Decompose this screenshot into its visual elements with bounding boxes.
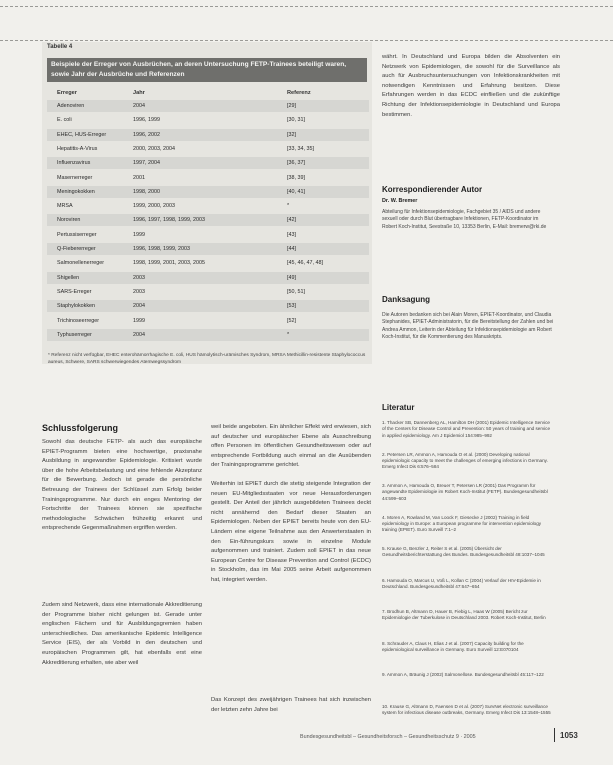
cell-ref: [29] — [287, 103, 296, 109]
cell-ref: [38, 39] — [287, 174, 305, 181]
table-footnote: * Referenz nicht verfügbar, EHEC enterohämorrhagische E. coli, HUS hämolytisch-urämisches Syndrom, MRSA Methicillin-resistente Staphylococcus aureus, Schwere, SARS schwerwiegendes Atemwegssyndrom — [48, 353, 366, 365]
acknowledgement-text: Die Autoren bedanken sich bei Alain Moren, EPIET-Koordinator, und Claudia Stephanides, EPIET-Administratorin, für die Bereitstellung der Zahlen und bei Andrea Ammon, Leiterin der Abteilung für Infektionsepidemiologie am Robert Koch-Institut, für die Kommentierung des Manuskripts. — [382, 312, 554, 341]
cell-year: 1998, 1999, 2001, 2003, 2005 — [133, 260, 205, 267]
cell-year: 1996, 1997, 1998, 1999, 2003 — [133, 217, 205, 224]
cell-pathogen: MRSA — [57, 203, 73, 210]
col-header-ref: Referenz — [287, 90, 311, 96]
corresponding-author-title: Korrespondierender Autor — [382, 185, 483, 194]
reference-item: 6. Hamouda O, Marcus U, Voß L, Kollan C (2004) Verlauf der HIV-Epidemie in Deutschland. Bundesgesundheitsbl 47:647–654 — [382, 577, 541, 589]
cell-ref: [36, 37] — [287, 160, 305, 167]
dashed-line-upper — [0, 40, 613, 41]
table-row — [47, 114, 369, 126]
cell-ref: * — [287, 203, 290, 210]
cell-ref: [32] — [287, 131, 296, 138]
table-row — [47, 143, 369, 155]
cell-year: 2003 — [133, 274, 145, 281]
cell-year: 1999 — [133, 317, 145, 324]
cell-pathogen: Noroviren — [57, 217, 81, 224]
literature-title: Literatur — [382, 403, 415, 412]
cell-pathogen: EHEC, HUS-Erreger — [57, 131, 107, 138]
cell-year: 1996, 1998, 1999, 2003 — [133, 246, 190, 252]
table-row — [47, 129, 369, 141]
right-paragraph-1: währt. In Deutschland und Europa bilden die Absolventen ein Netzwerk von Epidemiologen, die sowohl für die Surveillance als auch für Ausbruchsuntersuchungen von Infektionskrankheiten mit notwendigen Kenntnissen und Erfahrung besitzen. Diese Erfahrungen werden in das ECDC einfließen und die zukünftige Richtung der Infektionsepidemiologie in Deutschland und Europa bestimmen. — [382, 54, 560, 118]
cell-pathogen: Influenzavirus — [57, 160, 91, 167]
cell-pathogen: Shigellen — [57, 274, 80, 281]
reference-item: 5. Krause G, Benzler J, Reiter S et al. (2005) Übersicht der Gesundheitsberichterstattung des Bundes. Bundesgesundheitsbl 48:1037–1045 — [382, 546, 545, 558]
cell-pathogen: Trichinoseerreger — [57, 317, 100, 324]
reference-item: 4. Moren A, Rowland M, Van Loock F, Giesecke J (2002) Training in field epidemiology in Europe: a European programme for intervention epidemiology training (EPIET). Euro Surveill 7:1–2 — [382, 514, 542, 533]
col-header-pathogen: Erreger — [57, 90, 77, 96]
cell-year: 1999, 2000, 2003 — [133, 203, 175, 210]
table-row — [47, 329, 369, 341]
cell-pathogen: Typhuserreger — [57, 331, 92, 338]
cell-ref: [50, 51] — [287, 288, 305, 295]
table-heading: Beispiele der Erreger von Ausbrüchen, an deren Untersuchung FETP-Trainees beteiligt waren, sowie Jahr der Ausbrüche und Referenzen — [47, 58, 367, 82]
reference-item: 8. Schrauder A, Claus H, Elias J et al. (2007) Capacity building for the epidemiological surveillance in Germany. Euro Surveill 12:E070104 — [382, 640, 524, 652]
table-label: Tabelle 4 — [47, 44, 73, 50]
cell-ref: [44] — [287, 246, 296, 252]
middle-paragraph-3: Das Konzept des zweijährigen Trainees hat sich inzwischen der letzten zehn Jahre bei — [211, 697, 371, 713]
reference-item: 2. Petersen LR, Ammon A, Hamouda O et al. (2000) Developing national epidemiologic capacity to meet the challenges of emerging infections in Germany. Emerg Infect Dis 6:576–584 — [382, 451, 548, 470]
middle-paragraph-2: Weiterhin ist EPIET durch die stetig steigende Integration der neuen EU-Mitgliedsstaaten vor neue Herausforderungen gestellt. Der Anteil der jährlich ausgebildeten Trainees deckt nicht annähernd den Bedarf dieser Staaten an Epidemiologen. Neben der EPIET bereits heute von den EU-Ländern eine eigene Teilnahme aus den Anwerterstaaten in den Ein-führungskurs sowie in einzelne Module aufgenommen und trainiert. Zudem soll EPIET in das neue European Centre for Disease Prevention and Control (ECDC) in Stockholm, das im Mai 2005 seine Arbeit aufgenommen hat, integriert werden. — [211, 481, 371, 583]
reference-item: 10. Krause G, Altmann D, Faensen D et al. (2007) SurvNet electronic surveillance system for infectious disease outbreaks, Germany. Emerg Infect Dis 13:1548–1555 — [382, 703, 551, 715]
table-row — [47, 214, 369, 226]
conclusion-paragraph-2: Zudem sind Netzwerk, dass eine internationale Akkreditierung der Programme bisher nicht gelungen ist. Gerade unter englischen Fächern und für Ausbildungsgremien haben unterschiedliches. Das amerikanische Epidemic Intelligence Service (EIS), der als Vorbild in den deutschen und europäischen Programmen gilt, hat ebenfalls erst eine Akkreditierung erhalten, wie aber weil — [42, 602, 202, 666]
cell-year: 1996, 2002 — [133, 131, 160, 138]
reference-item: 9. Ammon A, Bräunig J (2002) Salmonellose. Bundesgesundheitsbl 45:117–122 — [382, 672, 544, 677]
cell-pathogen: Q-Fiebererreger — [57, 246, 96, 252]
cell-year: 1997, 2004 — [133, 160, 160, 167]
cell-ref: [52] — [287, 317, 296, 324]
reference-item: 3. Ammon A, Hamouda O, Breuer T, Petersen LR (2001) Das Programm für angewandte Epidemiologie im Robert Koch-Institut (FETP). Bundesgesundheitsbl 44:599–603 — [382, 483, 548, 501]
table-row — [47, 315, 369, 327]
corresponding-author-address: Abteilung für Infektionsepidemiologie, Fachgebiet 35 / AIDS und andere sexuell oder durch Blut übertragbare Infektionen, FETP-Koordinator im Robert Koch-Institut, Seestraße 10, 13353 Berlin, E-Mail: bremerw@rki.de — [382, 209, 547, 230]
footer-divider — [554, 728, 555, 742]
cell-pathogen: Hepatitis-A-Virus — [57, 145, 98, 152]
table-row — [47, 272, 369, 284]
corresponding-author-name: Dr. W. Bremer — [382, 198, 418, 204]
table-row — [47, 100, 369, 112]
cell-pathogen: Pertussiserreger — [57, 231, 97, 238]
conclusion-paragraph-1: Sowohl das deutsche FETP- als auch das europäische EPIET-Programm bieten eine hochwertige, praxisnahe Ausbildung in angewandter Epidemiologie. Kritisiert wurde über die hohe Arbeitsbelastung und eine fehlende Akzeptanz für die Bewerbung. Jedoch ist gerade die persönliche Betreuung der Trainees der Schlüssel zum Erfolg beider Trainingsprogramme. Nur durch ein enges Mentoring der Fortschritte der Trainees können sie spezifische methodologische Schwächen frühzeitig erkannt und entsprechende Gegenmaßnahmen ergriffen werden. — [42, 439, 202, 532]
cell-year: 2004 — [133, 103, 145, 109]
cell-year: 1999 — [133, 231, 145, 238]
cell-ref: * — [287, 331, 290, 338]
acknowledgement-title: Danksagung — [382, 295, 431, 304]
cell-pathogen: SARS-Erreger — [57, 288, 92, 295]
table-row — [47, 186, 369, 198]
cell-pathogen: Masernerreger — [57, 174, 93, 181]
dashed-line-top — [0, 6, 613, 7]
cell-ref: [45, 46, 47, 48] — [287, 260, 323, 267]
cell-pathogen: Salmonellenerreger — [57, 260, 105, 267]
table-row — [47, 200, 369, 212]
cell-year: 2000, 2003, 2004 — [133, 145, 175, 152]
cell-ref: [33, 34, 35] — [287, 145, 314, 152]
cell-pathogen: E. coli — [57, 117, 72, 124]
table-row — [47, 300, 369, 312]
reference-item: 1. Thacker SB, Dannenberg AL, Hamilton DH (2001) Epidemic Intelligence Service of the Centers for Disease Control and Prevention: 50 years of training and service in applied epidemiology. Am J Epidemiol 154:985–992 — [382, 420, 551, 438]
cell-year: 1998, 2000 — [133, 188, 160, 195]
cell-ref: [49] — [287, 274, 296, 281]
middle-paragraph-1: weil beide angeboten. Ein ähnlicher Effekt wird erwiesen, sich auf deutscher und europäischer Ebene als Ausschreibung offen Personen im öffentlichen Gesundheitswesen oder auf entsprechende Fortbildung auch einmal an die Ausübenden der Trainingsprogramme gerichtet. — [211, 424, 371, 469]
cell-ref: [43] — [287, 231, 296, 238]
table-row — [47, 286, 369, 298]
cell-ref: [53] — [287, 303, 296, 310]
cell-year: 2003 — [133, 288, 145, 295]
cell-ref: [40, 41] — [287, 188, 305, 195]
conclusion-title: Schlussfolgerung — [42, 423, 119, 433]
cell-year: 2004 — [133, 303, 145, 310]
table-row — [47, 257, 369, 269]
cell-pathogen: Staphylokokken — [57, 303, 96, 310]
cell-year: 2004 — [133, 331, 145, 338]
table-row — [47, 243, 369, 255]
cell-pathogen: Adenoviren — [57, 103, 85, 109]
cell-pathogen: Meningokokken — [57, 188, 95, 195]
cell-year: 2001 — [133, 174, 145, 181]
cell-year: 1996, 1999 — [133, 117, 160, 124]
table-row — [47, 229, 369, 241]
cell-ref: [42] — [287, 217, 296, 224]
reference-item: 7. Brodhun B, Altmann D, Hauer B, Fiebig L, Haas W (2005) Bericht zur Epidemiologie der Tuberkulose in Deutschland 2003. Robert Koch-Institut, Berlin — [382, 609, 546, 621]
footer-journal: Bundesgesundheitsbl – Gesundheitsforsch – Gesundheitsschutz 9 · 2005 — [300, 734, 476, 740]
table-row — [47, 157, 369, 169]
table-row — [47, 172, 369, 184]
col-header-year: Jahr — [133, 90, 145, 96]
page-number: 1053 — [560, 731, 578, 740]
cell-ref: [30, 31] — [287, 117, 305, 124]
